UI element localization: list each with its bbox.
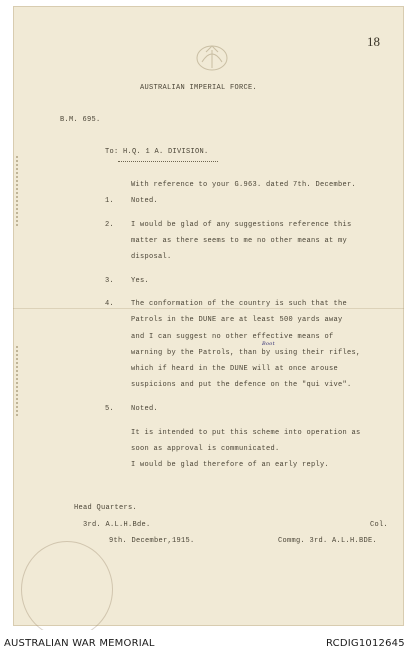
footer-record-id: RCDIG1012645 [326, 638, 405, 649]
item-text: Noted. [131, 405, 159, 413]
closing-line: I would be glad therefore of an early reply. [131, 461, 330, 469]
item-text: suspicions and put the defence on the "qui vive". [131, 381, 352, 389]
item-text: Patrols in the DUNE are at least 500 yards away [131, 316, 343, 324]
signoff-unit: 3rd. A.L.H.Bde. [83, 521, 151, 529]
page-number: 18 [367, 34, 380, 49]
recipient-line: To: H.Q. 1 A. DIVISION. [105, 148, 209, 156]
item-text: The conformation of the country is such that the [131, 300, 348, 308]
signoff-rank: Col. [370, 521, 389, 529]
fold-line [13, 308, 404, 309]
item-text: warning by the Patrols, than by using their rifles, [131, 349, 361, 357]
intro-line: With reference to your G.963. dated 7th. December. [131, 181, 357, 189]
reference-number: B.M. 695. [60, 116, 101, 124]
binding-holes [16, 156, 22, 226]
handwritten-insert: Boot [262, 341, 275, 347]
item-number: 1. [105, 197, 115, 205]
item-number: 5. [105, 405, 115, 413]
item-text: matter as there seems to me no other means at my [131, 237, 348, 245]
item-number: 3. [105, 277, 115, 285]
closing-line: It is intended to put this scheme into operation as [131, 429, 361, 437]
item-text: and I can suggest no other effective means of [131, 333, 334, 341]
binding-holes [16, 346, 22, 416]
signoff-date: 9th. December,1915. [109, 537, 195, 545]
item-number: 2. [105, 221, 115, 229]
closing-line: soon as approval is communicated. [131, 445, 280, 453]
item-text: I would be glad of any suggestions reference this [131, 221, 352, 229]
recipient-underline [118, 161, 218, 162]
item-text: Noted. [131, 197, 159, 205]
item-text: Yes. [131, 277, 150, 285]
item-text: disposal. [131, 253, 172, 261]
document-heading: AUSTRALIAN IMPERIAL FORCE. [140, 84, 258, 92]
faded-stamp [21, 541, 113, 638]
signoff-hq: Head Quarters. [74, 504, 138, 512]
footer-institution: AUSTRALIAN WAR MEMORIAL [4, 638, 155, 649]
crest-emblem-icon [190, 40, 234, 76]
signoff-command: Commg. 3rd. A.L.H.BDE. [278, 537, 378, 545]
item-text: which if heard in the DUNE will at once arouse [131, 365, 339, 373]
item-number: 4. [105, 300, 115, 308]
